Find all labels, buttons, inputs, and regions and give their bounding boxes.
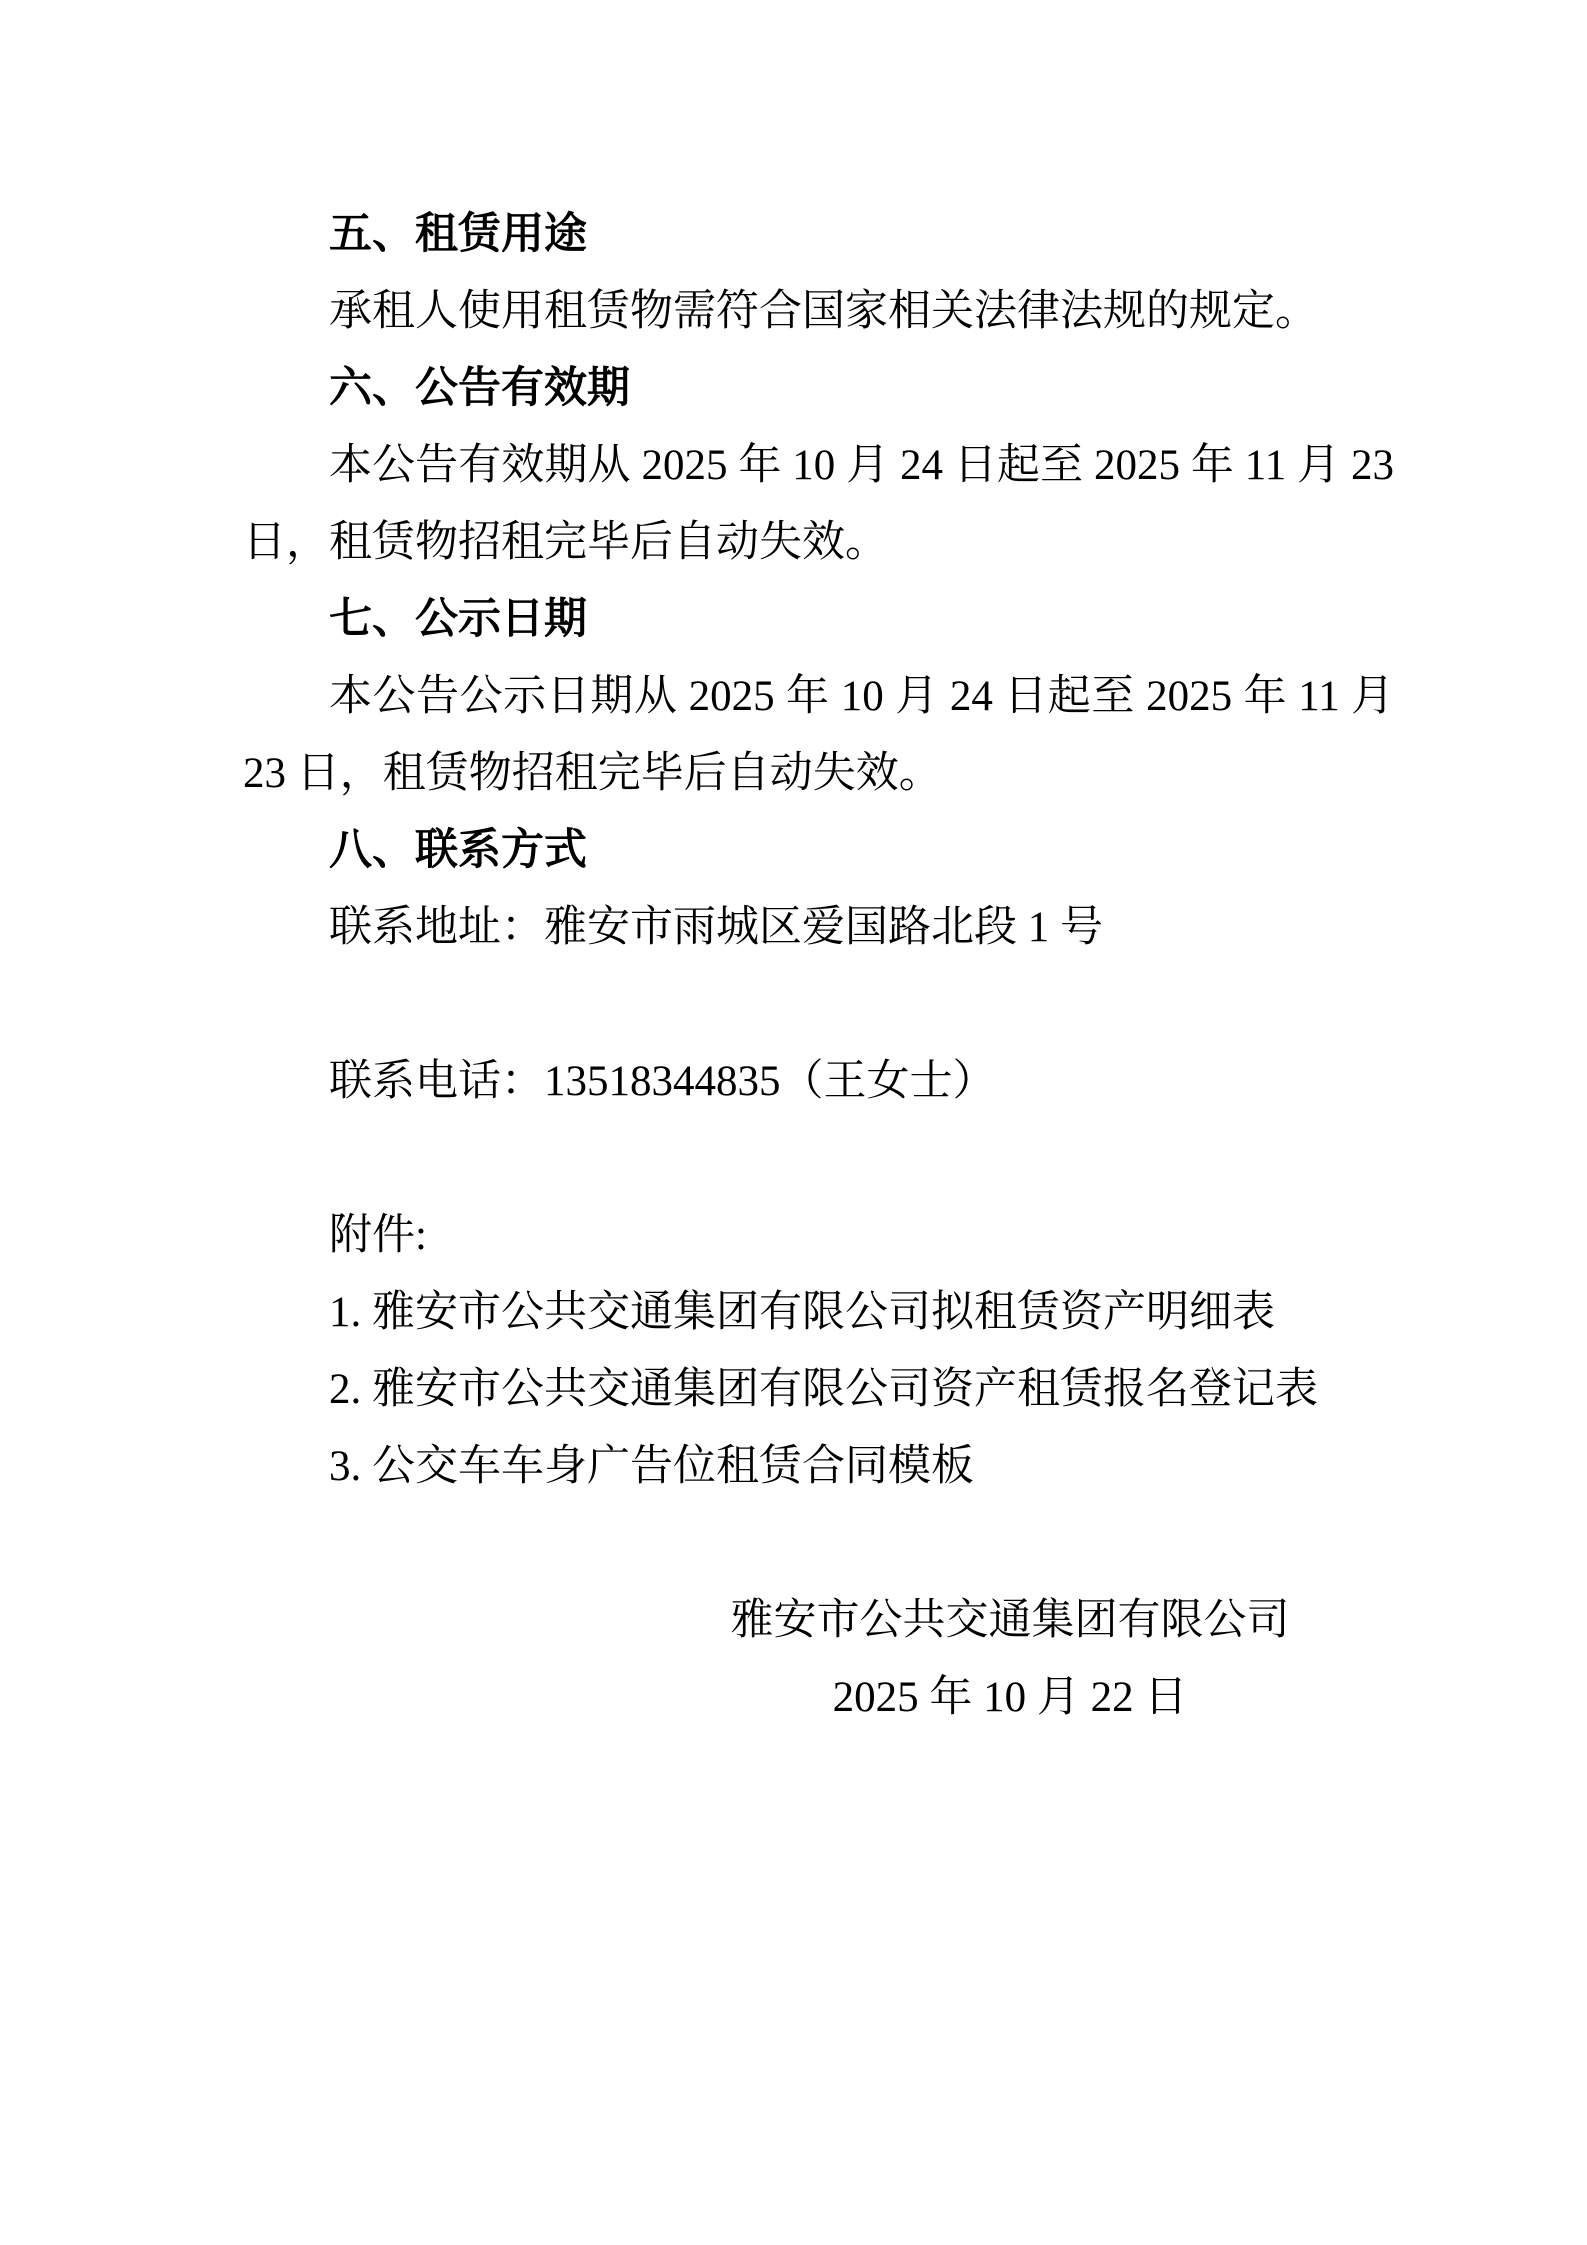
section-heading-notice-validity: 六、公告有效期 bbox=[329, 364, 630, 412]
paragraph-notice-validity-body: 本公告有效期从 2025 年 10 月 24 日起至 2025 年 11 月 23 日，租赁物招租完毕后自动失效。 bbox=[243, 442, 1394, 566]
paragraph-publicity-date-body: 本公告公示日期从 2025 年 10 月 24 日起至 2025 年 11 月 23 日，租赁物招租完毕后自动失效。 bbox=[243, 673, 1394, 797]
contact-address-line: 联系地址：雅安市雨城区爱国路北段 1 号 bbox=[329, 904, 1103, 951]
attachments-label: 附件: bbox=[329, 1212, 427, 1259]
attachment-item-2: 2. 雅安市公共交通集团有限公司资产租赁报名登记表 bbox=[329, 1366, 1318, 1413]
contact-phone-line: 联系电话：13518344835（王女士） bbox=[329, 1058, 996, 1105]
section-heading-contact: 八、联系方式 bbox=[329, 826, 587, 874]
paragraph-rental-use-body: 承租人使用租赁物需符合国家相关法律法规的规定。 bbox=[329, 288, 1318, 335]
signature-block bbox=[660, 1582, 1360, 1736]
attachment-item-1: 1. 雅安市公共交通集团有限公司拟租赁资产明细表 bbox=[329, 1289, 1275, 1336]
signature-company-name: 雅安市公共交通集团有限公司 bbox=[730, 1597, 1290, 1644]
section-heading-publicity-date: 七、公示日期 bbox=[329, 595, 587, 643]
section-heading-rental-use: 五、租赁用途 bbox=[329, 210, 587, 258]
attachment-item-3: 3. 公交车车身广告位租赁合同模板 bbox=[329, 1443, 974, 1490]
signature-date: 2025 年 10 月 22 日 bbox=[832, 1674, 1188, 1721]
